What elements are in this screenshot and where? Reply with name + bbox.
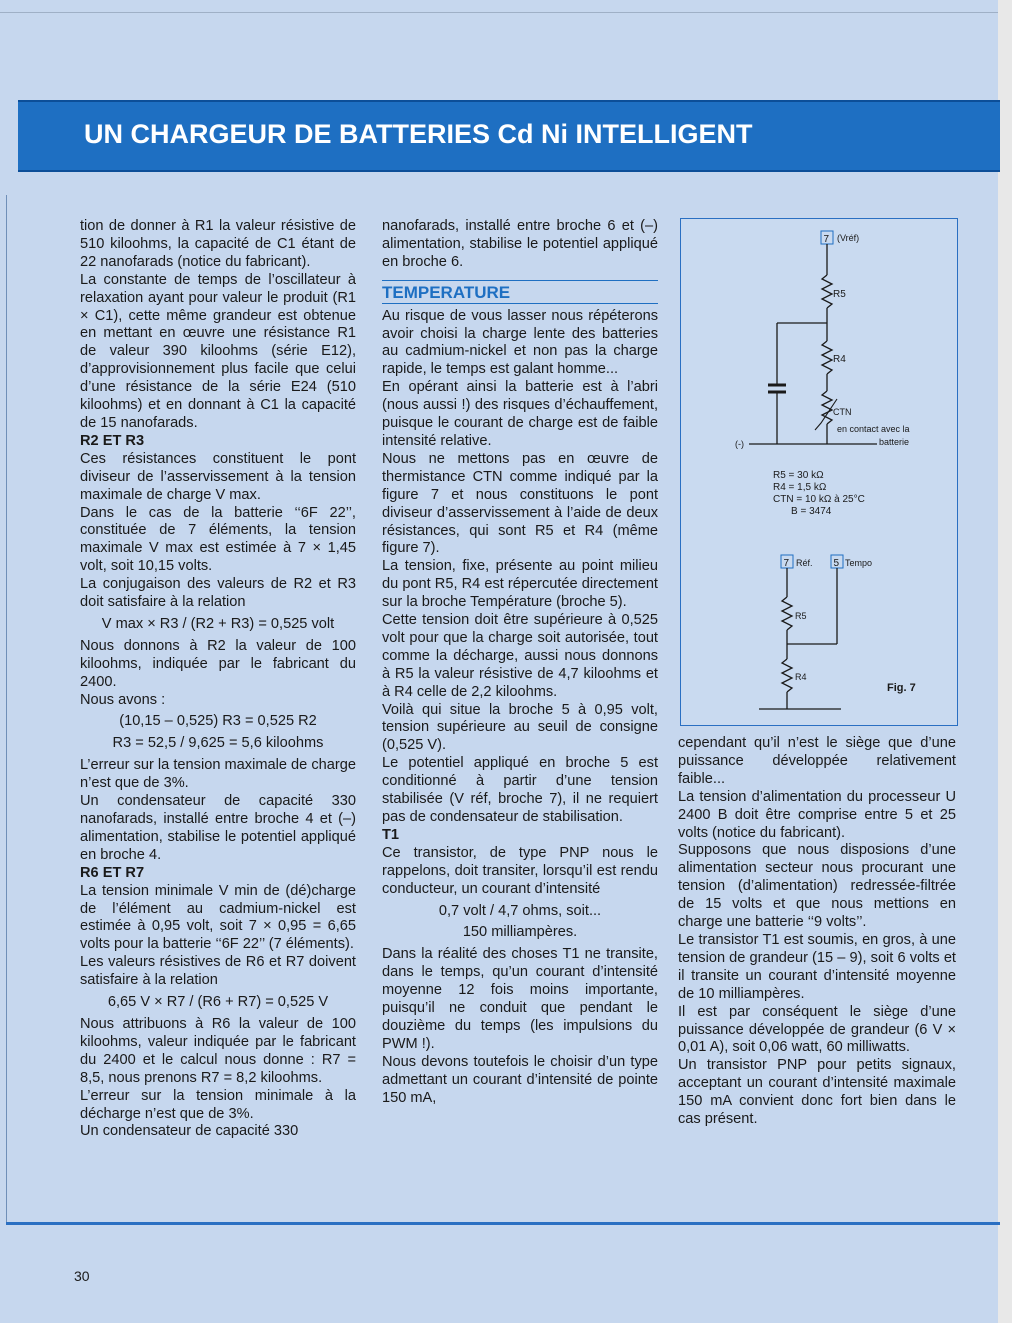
paragraph: Nous donnons à R2 la valeur de 100 kiloohms, indiquée par le fabricant du 2400.	[80, 637, 356, 690]
text-column-3	[678, 735, 956, 1129]
formula: V max × R3 / (R2 + R3) = 0,525 volt	[101, 615, 335, 632]
vref-top-label: (Vréf)	[837, 233, 860, 243]
pin7-top-label: 7	[823, 234, 830, 245]
paragraph: La tension d’alimentation du processeur U 2400 B doit être comprise entre 5 et 25 volts (notice du fabricant).	[678, 788, 956, 841]
bottom-rule	[6, 1222, 1000, 1225]
ctn-note-line1: en contact avec la	[837, 424, 910, 434]
formula: 150 milliampères.	[462, 924, 578, 941]
r4b-label: R4	[795, 672, 807, 682]
paragraph: Ces résistances constituent le pont diviseur de l’asservissement à la tension maximale de charge V max.	[80, 450, 356, 503]
paragraph: Supposons que nous disposions d’une alimentation secteur nous procurant une tension (d’alimentation) redressée-filtrée de 15 volts et que nous mettions en charge une batterie ‘‘9 volts’’.	[678, 842, 956, 931]
top-rule	[0, 12, 1000, 13]
text-column-2	[382, 218, 658, 1108]
page-edge	[998, 0, 1012, 1323]
article-title: UN CHARGEUR DE BATTERIES Cd Ni INTELLIGENT	[84, 119, 753, 149]
minus-label: (-)	[735, 439, 744, 449]
paragraph: La conjugaison des valeurs de R2 et R3 doit satisfaire à la relation	[80, 576, 356, 611]
paragraph: Voilà qui situe la broche 5 à 0,95 volt, tension supérieure au seuil de consigne (0,525 V).	[382, 701, 658, 754]
value-ctn: CTN = 10 kΩ à 25°C	[773, 494, 865, 505]
figure-caption: Fig. 7	[887, 682, 916, 694]
ref-label: Réf.	[796, 558, 813, 568]
pin7-bottom-label: 7	[783, 558, 790, 569]
subheading: R2 ET R3	[80, 432, 145, 449]
formula: (10,15 – 0,525) R3 = 0,525 R2	[119, 713, 317, 730]
paragraph: Cette tension doit être supérieure à 0,525 volt pour que la charge soit autorisée, tout comme la décharge, aussi nous donnons à R5 la valeur résistive de 4,7 kiloohms et à R4 celle de 2,2 kiloohms.	[382, 612, 658, 700]
title-banner	[18, 100, 1000, 172]
paragraph: Nous ne mettons pas en œuvre de thermistance CTN comme indiqué par la figure 7 et nous constituons le pont diviseur d’asservissement à l’aide de deux résistances, qui sont R5 et R4 (même figure 7).	[382, 450, 658, 557]
page-number: 30	[74, 1268, 90, 1284]
value-r4: R4 = 1,5 kΩ	[773, 482, 827, 493]
r5b-label: R5	[795, 611, 807, 621]
paragraph: nanofarads, installé entre broche 6 et (–) alimentation, stabilise le potentiel appliqué en broche 6.	[382, 218, 658, 270]
paragraph: Au risque de vous lasser nous répéterons avoir choisi la charge lente des batteries au cadmium-nickel et non pas la charge rapide, le temps est galant homme...	[382, 307, 658, 378]
paragraph: Le transistor T1 est soumis, en gros, à une tension de grandeur (15 – 9), soit 6 volts et il transite un courant d’intensité moyenne de 10 milliampères.	[678, 931, 956, 1002]
r5-label: R5	[833, 289, 846, 300]
paragraph: Nous devons toutefois le choisir d’un type admettant un courant d’intensité de pointe 150 mA,	[382, 1053, 658, 1106]
resistor-r5-symbol	[822, 275, 832, 308]
paragraph: Dans le cas de la batterie ‘‘6F 22’’, constituée de 7 éléments, la tension maximale V max est estimée à 7 × 1,45 volt, soit 10,15 volts.	[80, 504, 356, 575]
paragraph: La constante de temps de l’oscillateur à relaxation ayant pour valeur le produit (R1 × C1), cette même grandeur est obtenue en mettant en œuvre une résistance R1 de valeur 390 kiloohms (série E12), d’approvisionnement plus facile que celui d’une résistance de la série E24 (510 kiloohms) et en donnant à C1 la capacité de 15 nanofarads.	[80, 271, 356, 431]
schematic-svg	[681, 219, 957, 725]
formula: 6,65 V × R7 / (R6 + R7) = 0,525 V	[107, 994, 329, 1011]
paragraph: Nous attribuons à R6 la valeur de 100 kiloohms, valeur indiquée par le fabricant du 2400 et le calcul nous donne : R7 = 8,5, nous prenons R7 = 8,2 kiloohms.	[80, 1015, 356, 1086]
subheading: R6 ET R7	[80, 864, 145, 881]
pin5-label: 5	[833, 558, 840, 569]
paragraph: Un transistor PNP pour petits signaux, acceptant un courant d’intensité maximale 150 mA convient donc fort bien dans le cas présent.	[678, 1057, 956, 1128]
paragraph: L’erreur sur la tension minimale à la décharge n’est que de 3%.	[80, 1087, 356, 1122]
paragraph: Le potentiel appliqué en broche 5 est conditionné à partir d’une tension stabilisée (V réf, broche 7), il ne requiert pas de condensateur de stabilisation.	[382, 755, 658, 825]
left-margin-rule	[6, 195, 7, 1225]
formula: R3 = 52,5 / 9,625 = 5,6 kiloohms	[112, 735, 324, 752]
value-r5: R5 = 30 kΩ	[773, 470, 824, 481]
formula: 0,7 volt / 4,7 ohms, soit...	[438, 902, 602, 919]
paragraph: Ce transistor, de type PNP nous le rappelons, doit transiter, lorsqu’il est rendu conducteur, un courant d’intensité	[382, 844, 658, 897]
paragraph: Il est par conséquent le siège d’une puissance développée de grandeur (6 V × 0,01 A), soit 0,06 watt, 60 milliwatts.	[678, 1003, 956, 1056]
paragraph: tion de donner à R1 la valeur résistive de 510 kiloohms, la capacité de C1 étant de 22 nanofarads (notice du fabricant).	[80, 218, 356, 270]
text-column-1	[80, 218, 356, 1141]
paragraph: cependant qu’il n’est le siège que d’une puissance développée relativement faible...	[678, 735, 956, 787]
paragraph: Les valeurs résistives de R6 et R7 doivent satisfaire à la relation	[80, 954, 356, 989]
paragraph: La tension minimale V min de (dé)charge de l’élément au cadmium-nickel est estimée à 0,95 volt, soit 7 × 0,95 = 6,65 volts pour la batterie ‘‘6F 22’’ (7 éléments).	[80, 882, 356, 953]
paragraph: Nous avons :	[80, 691, 166, 708]
resistor-r5b-symbol	[782, 597, 792, 630]
paragraph: Un condensateur de capacité 330 nanofarads, installé entre broche 4 et (–) alimentation, stabilise le potentiel appliqué en broche 4.	[80, 793, 356, 863]
resistor-r4b-symbol	[782, 659, 792, 692]
ctn-label: CTN	[833, 407, 852, 417]
paragraph: En opérant ainsi la batterie est à l’abri (nous aussi !) des risques d’échauffement, puisque le courant de charge est de faible intensité relative.	[382, 379, 658, 449]
section-heading: TEMPERATURE	[382, 280, 658, 304]
paragraph: Un condensateur de capacité 330	[80, 1123, 299, 1140]
paragraph: Dans la réalité des choses T1 ne transite, dans le temps, qu’un courant d’intensité moyenne 12 fois moins importante, puisqu’il ne conduit que pendant le douzième du temps (les impulsions du PWM !).	[382, 946, 658, 1052]
ctn-note-line2: batterie	[879, 437, 910, 447]
figure-7-schematic	[680, 218, 958, 726]
paragraph: La tension, fixe, présente au point milieu du pont R5, R4 est répercutée directement sur la broche Température (broche 5).	[382, 558, 658, 611]
tempo-label: Tempo	[845, 558, 873, 568]
resistor-r4-symbol	[822, 341, 832, 374]
subheading: T1	[382, 826, 400, 843]
paragraph: L’erreur sur la tension maximale de charge n’est que de 3%.	[80, 757, 356, 792]
value-b: B = 3474	[791, 506, 832, 517]
r4-label: R4	[833, 354, 846, 365]
